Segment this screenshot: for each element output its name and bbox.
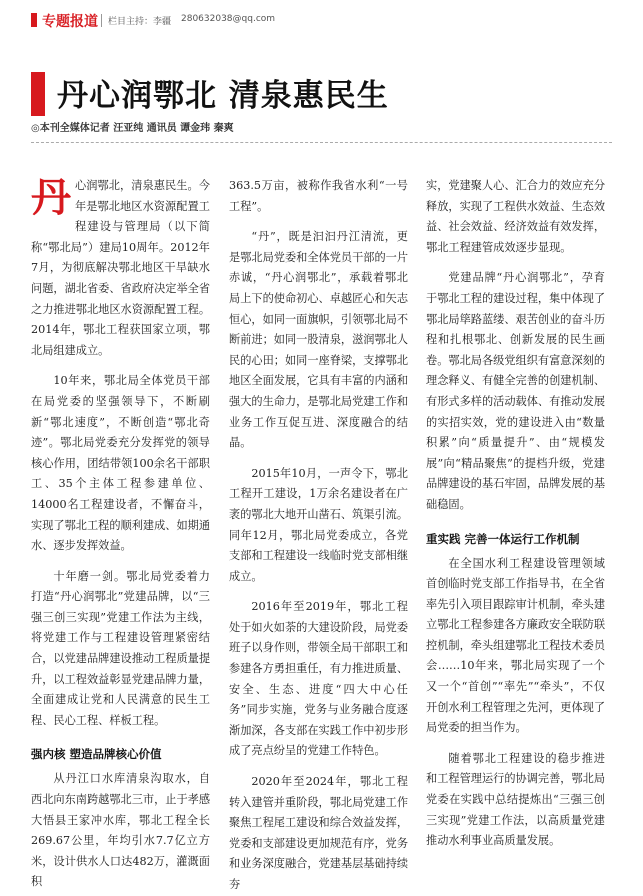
paragraph: 2016年至2019年，鄂北工程处于如火如荼的大建设阶段，局党委班子以身作则，带领全局干部职工和参建各方勇担重任，有力推进质量、安全、生态、进度“四大中心任务”同步实施，党务与业务融合度逐渐加深，各支部在实践工作中初步形成了亮点纷呈的党建工作特色。 <box>229 600 409 758</box>
column-host: 栏目主持：李疆 <box>108 17 172 27</box>
paragraph <box>31 176 210 361</box>
paragraph: 从丹江口水库清泉沟取水，自西北向东南跨越鄂北三市，止于孝感大悟县王家冲水库，鄂北工程全长269.67公里，年均引水7.7亿立方米，设计供水人口达482万，灌溉面积 <box>31 772 211 889</box>
paragraph: “丹”，既是汩汩丹江清流，更是鄂北局党委和全体党员干部的一片赤诚，“丹心润鄂北”，承载着鄂北局上下的使命初心、卓越匠心和矢志恒心，如同一面旗帜，引领鄂北局不断前进；如同一股清泉，滋润鄂北人民的心田；如同一座脊梁，支撑鄂北地区全面发展，它具有丰富的内涵和强大的生命力，是鄂北局党建工作和业务工作互促互进、深度融合的结晶。 <box>229 230 409 450</box>
contact-email: 280632038@qq.com <box>181 14 276 24</box>
paragraph: 随着鄂北工程建设的稳步推进和工程管理运行的协调完善，鄂北局党委在实践中总结提炼出“三强三创三实现”党建工作法，以高质量党建推动水利事业高质量发展。 <box>426 751 606 848</box>
paragraph: 2020年至2024年，鄂北工程转入建管并重阶段，鄂北局党建工作聚焦工程尾工建设和综合效益发挥，党委和支部建设更加规范有序，党务和业务深度融合，党建基层基础持续夯 <box>229 775 409 891</box>
title-divider <box>31 142 612 143</box>
text-column-2 <box>229 176 408 896</box>
text-column-1 <box>31 176 210 893</box>
paragraph-text: 心润鄂北，清泉惠民生。今年是鄂北地区水资源配置工程建设与管理局（以下简称“鄂北局”）建局10周年。2012年7月，为彻底解决鄂北地区干旱缺水问题，湖北省委、省政府决定举全省之力推进鄂北地区水资源配置工程。2014年，鄂北工程获国家立项，鄂北局组建成立。 <box>31 179 211 357</box>
paragraph: 实，党建聚人心、汇合力的效应充分释放，实现了工程供水效益、生态效益、社会效益、经济效益有效发挥，鄂北工程建管成效逐步显现。 <box>426 179 606 254</box>
section-title: 专题报道 <box>42 14 98 30</box>
section-subheading: 强内核 塑造品牌核心价值 <box>31 747 162 762</box>
drop-cap: 丹 <box>31 174 71 221</box>
section-subheading: 重实践 完善一体运行工作机制 <box>426 531 580 546</box>
paragraph: 2015年10月，一声令下，鄂北工程开工建设，1万余名建设者在广袤的鄂北大地开山凿石、筑渠引流。同年12月，鄂北局党委成立，各党支部和工程建设一线临时党支部相继成立。 <box>229 466 409 583</box>
article-title: 丹心润鄂北 清泉惠民生 <box>57 78 389 114</box>
page-header <box>0 0 643 46</box>
paragraph: 十年磨一剑。鄂北局党委着力打造“丹心润鄂北”党建品牌，以“三强三创三实现”党建工作法为主线，将党建工作与工程建设管理紧密结合，以党建品牌建设推动工程质量提升，以工程效益彰显党建品牌力量，全面建成让党和人民满意的民生工程、民心工程、样板工程。 <box>31 569 211 727</box>
section-marker <box>31 13 37 27</box>
paragraph: 在全国水利工程建设管理领域首创临时党支部工作指导书，在全省率先引入项目跟踪审计机制，牵头建立鄂北工程参建各方廉政安全联防联控机制，牵头组建鄂北工程技术委员会……10年来，鄂北局实现了一个又一个“首创”“率先”“牵头”，不仅开创水利工程管理之先河，更体现了局党委的担当作为。 <box>426 556 606 735</box>
paragraph: 党建品牌“丹心润鄂北”，孕育于鄂北工程的建设过程，集中体现了鄂北局筚路蓝缕、艰苦创业的奋斗历程和扎根鄂北、创新发展的民生画卷。鄂北局各级党组织有富意深刻的理念释义、有健全完善的创建机制、有形式多样的活动载体、有推动发展的实招实效，党的建设进入由“数量积累”向“质量提升”、由“规模发展”向“精品聚焦”的提档升级，党建品牌建设的基石牢固，品牌发展的基础稳固。 <box>426 271 606 511</box>
paragraph: 10年来，鄂北局全体党员干部在局党委的坚强领导下，不断刷新“鄂北速度”，不断创造“鄂北奇迹”。鄂北局党委充分发挥党的领导核心作用，团结带领100余名干部职工、35个主体工程参建单位、14000名工程建设者，不懈奋斗，实现了鄂北工程的顺利建成、如期通水、逐步发挥效益。 <box>31 374 211 553</box>
title-accent-bar <box>31 72 45 116</box>
text-column-3 <box>426 176 605 852</box>
paragraph: 363.5万亩，被称作我省水利“一号工程”。 <box>229 179 408 213</box>
article-byline: ◎本刊全媒体记者 汪亚纯 通讯员 谭金玮 秦爽 <box>31 123 234 134</box>
header-divider <box>101 14 102 27</box>
